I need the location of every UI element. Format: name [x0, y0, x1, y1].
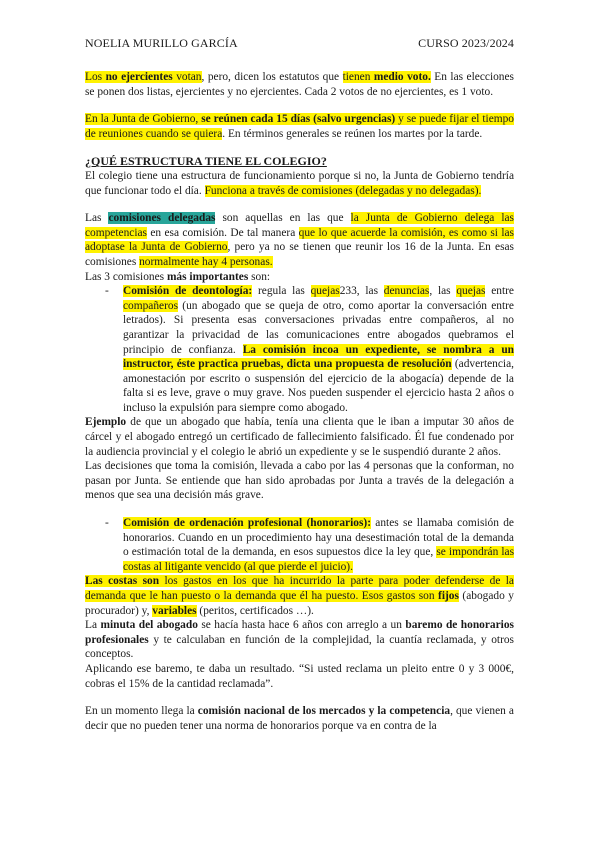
paragraph-votos: Los no ejercientes votan, pero, dicen los estatutos que tienen medio voto. En las elecciones se ponen dos listas, ejercientes y no ejercientes. Cada 2 votos de no ejercientes, es 1 voto.: [85, 71, 514, 98]
paragraph-costas: Las costas son los gastos en los que ha incurrido la parte para poder defenderse de la demanda que le han puesto o la demanda que él ha puesto. Esos gastos son fijos (abogado y procurador) y, variables (peritos, certificados …).: [85, 575, 514, 617]
paragraph-comisiones-delegadas: Las comisiones delegadas son aquellas en las que la Junta de Gobierno delega las competencias en esa comisión. De tal manera que lo que acuerde la comisión, es como si las adoptase la Junta de Gobierno, pero ya no se tienen que reunir los 16 de la Junta. En esas comisiones normalmente hay 4 personas.: [85, 212, 514, 268]
paragraph-tres-comisiones: Las 3 comisiones más importantes son:: [85, 270, 271, 283]
list-bullet: -: [105, 517, 109, 530]
paragraph-decisiones: Las decisiones que toma la comisión, llevada a cabo por las 4 personas que la conforman, no pasan por Junta. Se entiende que han sido aprobadas por Junta a través de la delegación a menos que sea una decisión más grave.: [85, 460, 514, 502]
list-item-deontologia: - Comisión de deontología: regula las quejas233, las denuncias, las quejas entre compañeros (un abogado que se queja de otro, como aportar la conversación entre letrados). Si presenta esas conversaciones privadas entre compañeros, al no garantizar la privacidad de las comunicaciones entre abogados quebramos el principio de confianza. La comisión incoa un expediente, se nombra a un instructor, éste practica pruebas, dicta una propuesta de resolución (advertencia, amonestación por escrito o suspensión del ejercicio de la abogacía) depende de la falta si es leve, grave o muy grave. Nos pueden suspender el ejercicio hasta 2 años o incluso la expulsión para siempre como abogado.: [105, 285, 514, 414]
section-heading: ¿QUÉ ESTRUCTURA TIENE EL COLEGIO?: [85, 154, 327, 169]
paragraph-minuta: La minuta del abogado se hacía hasta hace 6 años con arreglo a un baremo de honorarios profesionales y te calculaban en función de la complejidad, la cuantía reclamada, y otros conceptos.: [85, 619, 514, 661]
paragraph-baremo: Aplicando ese baremo, te daba un resultado. “Si usted reclama un pleito entre 0 y 3 000€, cobras el 15% de la cantidad reclamada”.: [85, 662, 514, 690]
paragraph-junta-gobierno: En la Junta de Gobierno, se reúnen cada 15 días (salvo urgencias) y se puede fijar el tiempo de reuniones cuando se quiera. En términos generales se reúnen los martes por la tarde.: [85, 113, 515, 140]
header-author: NOELIA MURILLO GARCÍA: [85, 36, 238, 50]
list-bullet: -: [105, 285, 109, 298]
paragraph-estructura: El colegio tiene una estructura de funcionamiento porque si no, la Junta de Gobierno tendría que funcionar todo el día. Funciona a través de comisiones (delegadas y no delegadas).: [85, 169, 514, 197]
paragraph-ejemplo: Ejemplo de que un abogado que había, tenía una clienta que le iban a imputar 30 años de cárcel y el abogado entregó un certificado de fallecimiento falsificado. Él fue condenado por la audiencia provincial y el colegio le abrió un expediente y se le suspendió durante 2 años.: [85, 416, 514, 458]
header-course: CURSO 2023/2024: [418, 36, 514, 50]
document-body: [85, 70, 514, 733]
paragraph-cnmc: En un momento llega la comisión nacional de los mercados y la competencia, que vienen a decir que no pueden tener una norma de honorarios porque va en contra de la: [85, 705, 514, 732]
list-item-honorarios: - Comisión de ordenación profesional (honorarios): antes se llamaba comisión de honorarios. Cuando en un procedimiento hay una desestimación total de la demanda o estimación total de la demanda, en esos supuestos dice la ley que, se impondrán las costas al litigante vencido (al que pierde el juicio).: [105, 517, 514, 573]
